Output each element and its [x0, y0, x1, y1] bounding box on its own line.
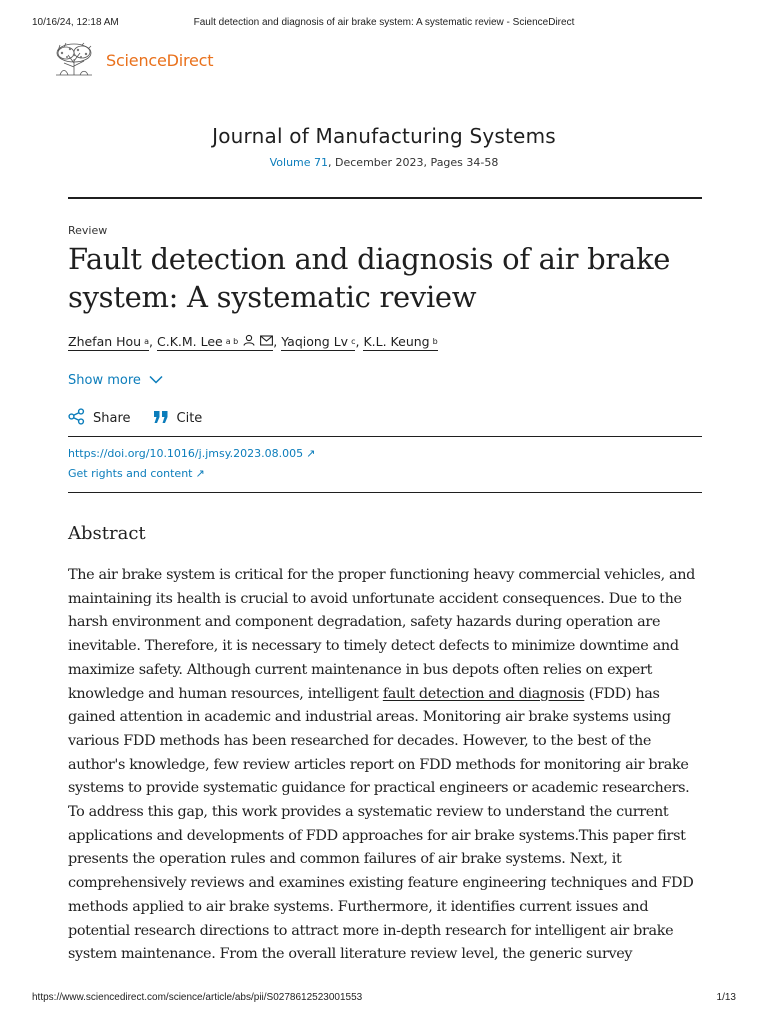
cite-button[interactable]: [153, 410, 203, 428]
external-link-icon: ↗: [195, 467, 205, 480]
doi-link[interactable]: [68, 447, 315, 460]
rights-text: Get rights and content: [68, 467, 193, 480]
abstract-line: To address this gap, this work provides a systematic review to understand the current: [68, 804, 669, 821]
author-list: Zhefan Hou $^a$ , C.K.M. Lee $^{a b}$ , Yaqiong Lv $^c$ , K.L. Keung $^b$: [68, 334, 438, 349]
chevron-down-icon: [141, 373, 163, 388]
abstract-line: various FDD methods has been researched for decades. However, to the best of the: [68, 732, 652, 749]
abstract-line: system maintenance. From the overall literature review level, the generic survey: [68, 946, 633, 963]
show-more-button[interactable]: [68, 373, 163, 388]
abstract-line: presents the operation rules and common failures of air brake systems. Next, it: [68, 851, 622, 868]
abstract-heading: Abstract: [68, 523, 146, 544]
abstract-line: systems to provide systematic guidance for practical engineers or academic researchers.: [68, 780, 690, 797]
abstract-line: The air brake system is critical for the proper functioning heavy commercial vehicles, and: [68, 567, 696, 583]
author-link[interactable]: [281, 334, 355, 351]
print-footer: [32, 992, 736, 1006]
author-name: K.L. Keung: [363, 334, 430, 349]
quote-icon: [153, 410, 177, 428]
abstract-line: maintaining its health is crucial to avoid unfortunate accident consequences. Due to the: [68, 590, 682, 607]
abstract-line: gained attention in academic and industrial areas. Monitoring air brake systems using: [68, 709, 671, 726]
abstract-line: potential research directions to attract more in-depth research for intelligent air brake: [68, 922, 674, 939]
sciencedirect-home-link[interactable]: [52, 40, 213, 80]
person-icon: [243, 334, 255, 349]
abstract-body: [68, 564, 708, 967]
author-name: Yaqiong Lv: [281, 334, 349, 349]
abstract-line: author's knowledge, few review articles report on FDD methods for monitoring air brake: [68, 756, 689, 773]
article-type: Review: [68, 224, 108, 237]
share-label: Share: [93, 411, 131, 426]
author-link[interactable]: [68, 334, 149, 351]
brand-name: ScienceDirect: [106, 50, 214, 70]
doi-text: https://doi.org/10.1016/j.jmsy.2023.08.005: [68, 447, 304, 460]
envelope-icon: [260, 334, 273, 349]
print-url: https://www.sciencedirect.com/science/article/abs/pii/S0278612523001553: [32, 992, 363, 1003]
abstract-line: harsh environment and component degradation, safety hazards during operation are: [68, 614, 661, 631]
external-link-icon: ↗: [306, 447, 316, 460]
abstract-line: applications and developments of FDD approaches for air brake systems.This paper first: [68, 827, 686, 844]
print-page-title: Fault detection and diagnosis of air brake system: A systematic review - ScienceDirect: [193, 17, 575, 28]
journal-title[interactable]: Journal of Manufacturing Systems: [212, 124, 556, 148]
author-name: C.K.M. Lee: [157, 334, 223, 349]
show-more-label: Show more: [68, 373, 141, 388]
print-datetime: 10/16/24, 12:18 AM: [32, 17, 119, 28]
author-affiliation: a: [144, 337, 150, 346]
abstract-text: knowledge and human resources, intelligent: [68, 685, 383, 702]
print-page-number: 1/13: [716, 992, 736, 1003]
print-header: [32, 17, 736, 31]
share-button[interactable]: [68, 408, 131, 429]
cite-label: Cite: [176, 411, 203, 426]
links-divider: [68, 492, 702, 493]
abstract-line: inevitable. Therefore, it is necessary to timely detect defects to minimize downtime and: [68, 638, 679, 655]
issue-details: , December 2023, Pages 34-58: [328, 156, 499, 169]
author-affiliation: c: [351, 337, 356, 346]
issue-info: [0, 156, 768, 169]
elsevier-tree-icon: [52, 41, 96, 79]
rights-link[interactable]: [68, 467, 205, 480]
author-link[interactable]: [157, 334, 273, 351]
article-actions: [68, 408, 224, 429]
abstract-line: maximize safety. Although current maintenance in bus depots often relies on expert: [68, 661, 653, 678]
abstract-text: (FDD) has: [584, 685, 660, 702]
author-affiliation: a b: [225, 337, 239, 346]
fdd-topic-link[interactable]: fault detection and diagnosis: [382, 685, 585, 702]
actions-divider: [68, 436, 702, 437]
abstract-line: methods applied to air brake systems. Furthermore, it identifies current issues and: [68, 898, 649, 915]
share-icon: [68, 408, 93, 429]
abstract-line: comprehensively reviews and examines existing feature engineering techniques and FDD: [68, 875, 694, 892]
author-link[interactable]: [363, 334, 437, 351]
article-title: Fault detection and diagnosis of air brake system: A systematic review: [68, 242, 671, 314]
abstract-line-with-link: [68, 683, 708, 707]
author-affiliation: b: [432, 337, 438, 346]
header-divider: [68, 197, 702, 199]
author-name: Zhefan Hou: [68, 334, 142, 349]
volume-link[interactable]: Volume 71: [269, 156, 329, 169]
